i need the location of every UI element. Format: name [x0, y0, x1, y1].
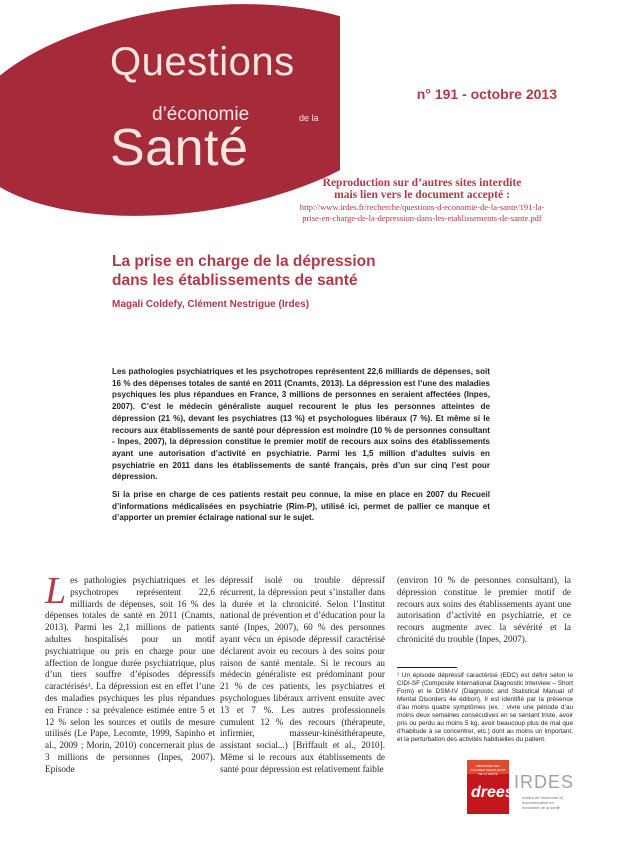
- article-title-line-2: dans les établissements de santé: [112, 272, 358, 289]
- article-title-line-1: La prise en charge de la dépression: [112, 253, 376, 270]
- footnote-rule: [397, 667, 457, 668]
- abstract-paragraph-2: Si la prise en charge de ces patients restait peu connue, la mise en place en 2007 du Recueil d’informations médicalisées en psychiatrie (Rim-P), utilisé ici, permet de pallier ce manque et d’apporter un premier éclairage national sur le sujet.: [112, 490, 490, 523]
- reproduction-link-2[interactable]: prise-en-charge-de-la-depression-dans-les-etablissements-de-sante.pdf: [302, 213, 542, 223]
- reproduction-title-2: mais lien vers le document accepté :: [334, 189, 510, 201]
- abstract: [112, 366, 490, 524]
- irdes-logo-subtitle: Institut de recherche et documentation en économie de la santé: [522, 795, 563, 810]
- issue-number: n° 191 - octobre 2013: [416, 86, 557, 102]
- reproduction-notice: [272, 177, 572, 223]
- reproduction-title-1: Reproduction sur d’autres sites interdite: [322, 177, 522, 189]
- masthead-title-dela: de la: [299, 113, 319, 123]
- masthead-title-sante: Santé: [110, 119, 249, 177]
- drees-logo-small: MINISTÈRE DES AFFAIRES SOCIALES ET DE LA SANTÉ: [470, 764, 506, 776]
- article-authors: Magali Coldefy, Clément Nestrigue (Irdes): [112, 299, 310, 310]
- drees-logo-text: drees: [471, 784, 514, 801]
- abstract-paragraph-1: Les pathologies psychiatriques et les psychotropes représentent 22,6 milliards de dépenses, soit 16 % des dépenses totales de santé en 2011 (Cnamts, 2013). La dépression est l’une des maladies psychiques les plus répandues en France, 3 millions de personnes en seraient affectées (Inpes, 2007). C’est le médecin généraliste auquel recourent le plus les personnes atteintes de dépression (21 %), devant les psychiatres (13 %) et psychologues libéraux (7 %). Et même si le recours aux établissements de santé pour dépression est moindre (10 % de personnes consultant - Inpes, 2007), la dépression constitue le premier motif de recours aux soins des établissements ayant une autorisation d’activité en psychiatrie. Parmi les 1,5 million d’adultes suivis en psychiatrie en 2011 dans les établissements de santé français, près d’un sur cinq l’est pour dépression.: [112, 367, 490, 482]
- body-column-1-text: es pathologies psychiatriques et les psychotropes représentent 22,6 milliards de dépenses, soit 16 % des dépenses totales de santé en 2011 (Cnamts, 2013). Parmi les 2,1 millions de patients adultes hospitalisés pour un motif psychiatrique ou pris en charge pour une affection de longue durée psychiatrique, plus d’un tiers souffre d’épisodes dépressifs caractérisés¹. La dépression est en effet l’une des maladies psychiques les plus répandues en France : sa prévalence estimée entre 5 et 12 % selon les sources et outils de mesure utilisés (Le Pape, Lecomte, 1999, Sapinho et al., 2009 ; Morin, 2010) concernerait plus de 3 millions de personnes (Inpes, 2007). Episode: [45, 575, 215, 774]
- irdes-logo: [514, 762, 574, 820]
- body-column-2: dépressif isolé ou trouble dépressif récurrent, la dépression peut s’installer dans la durée et la chronicité. Selon l’Institut national de prévention et d’éducation pour la santé (Inpes, 2007), 60 % des personnes ayant vécu un épisode dépressif caractérisé déclarent avoir eu recours à des soins pour raison de santé mentale. Si le recours au médecin généraliste est prédominant pour 21 % de ces patients, les psychiatres et psychologues libéraux arrivent ensuite avec 13 et 7 %. Les autres professionnels cumulent 12 % des recours (thérapeute, infirmier, masseur-kinésithérapeute, assistant social...) [Briffault et al., 2010]. Même si le recours aux établissements de santé pour dépression est relativement faible: [220, 575, 385, 774]
- footnote: ¹ Un épisode dépressif caractérisé (EDC) est défini selon le CIDI-SF (Composite International Diagnostic Interview – Short Form) et le DSM-IV (Diagnostic and Statistical Manual of Mental Disorders 4e édition). Il est identifié par la présence d’au moins quatre symptômes (ex. : vivre une période d’au moins deux semaines consécutives en se sentant triste, avoir pris ou perdu au moins 5 kg, avoir beaucoup plus de mal que d’habitude à se concentrer, etc.) dont au moins un important, et la perturbation des activités habituelles du patient.: [397, 672, 573, 743]
- dropcap: L: [45, 570, 67, 612]
- drees-logo: [467, 760, 514, 814]
- body-column-1: [45, 570, 215, 776]
- body-column-3: (environ 10 % de personnes consultant), la dépression constitue le premier motif de recours aux soins des établissements ayant une autorisation d’activité en psychiatrie, et ce recours augmente avec la sévérité et la chronicité du trouble (Inpes, 2007).: [397, 575, 571, 644]
- masthead-title-questions: Questions: [110, 40, 295, 84]
- irdes-logo-text: IRDES: [514, 772, 575, 792]
- article-title: [112, 252, 512, 290]
- reproduction-link-1[interactable]: http://www.irdes.fr/recherche/questions-d-economie-de-la-sante/191-la-: [299, 202, 545, 212]
- masthead-title-economie: d’économie: [152, 104, 250, 125]
